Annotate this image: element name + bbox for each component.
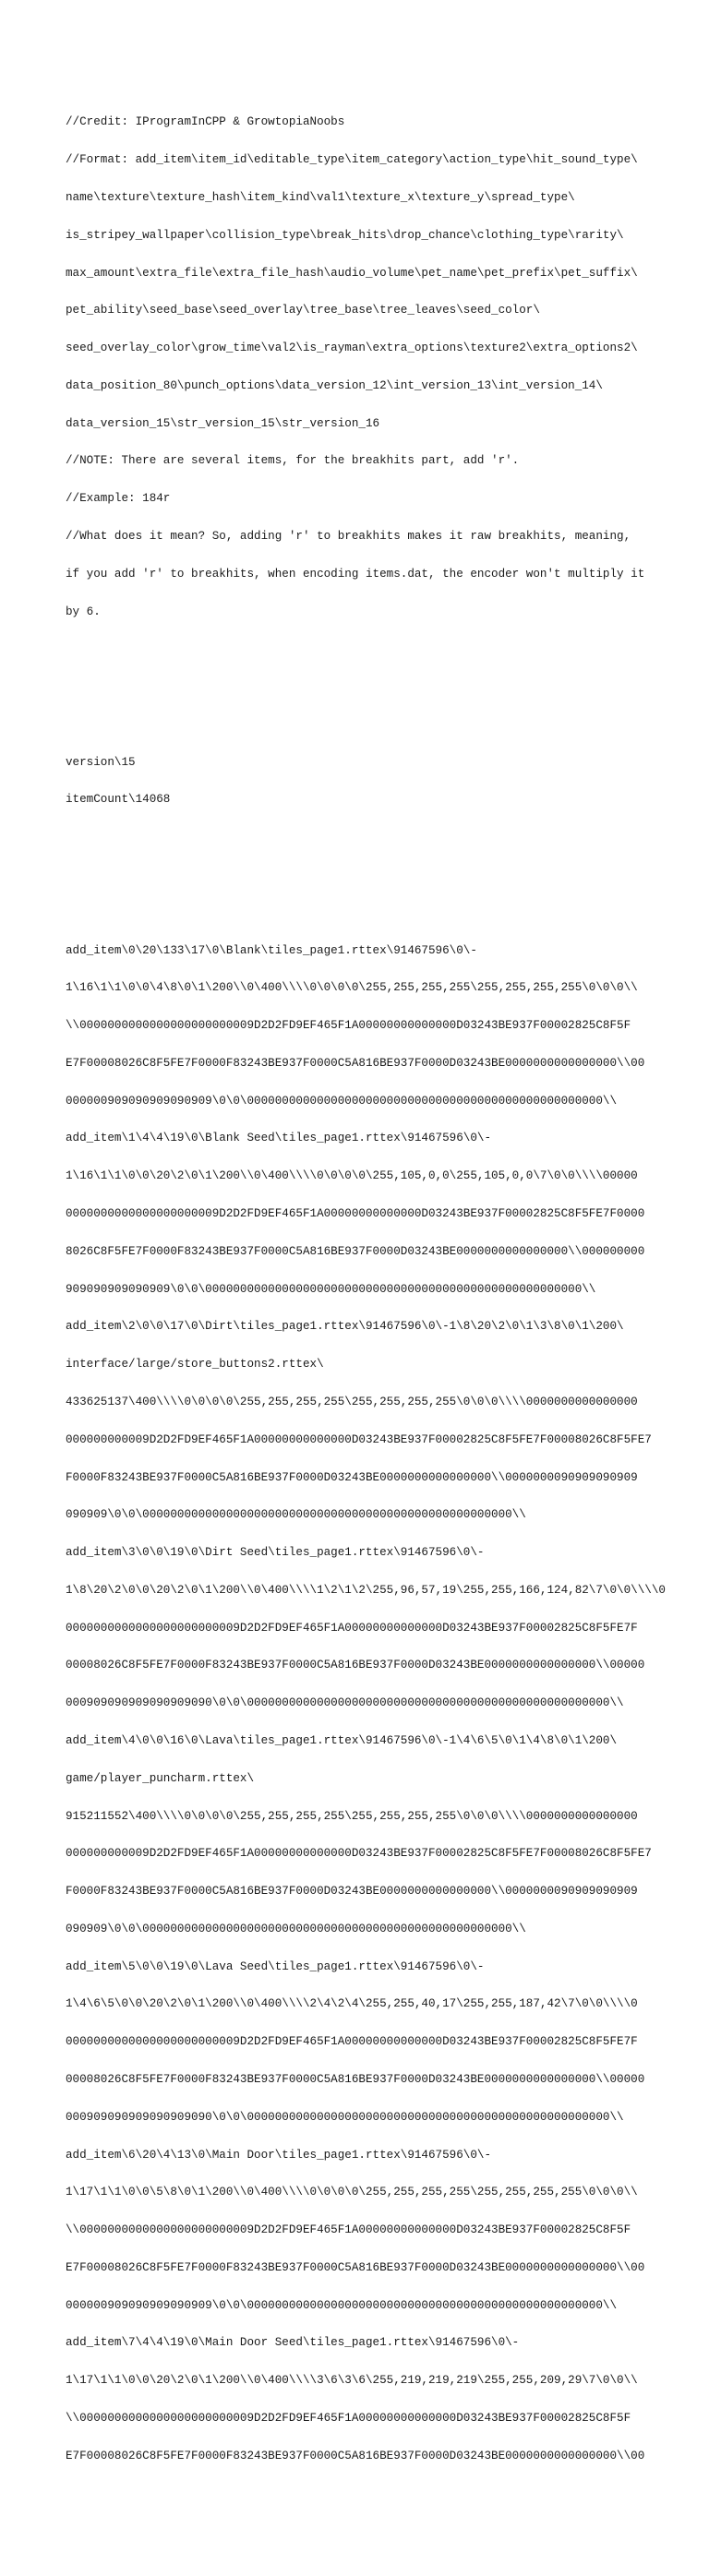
- comment-line: data_version_15\str_version_15\str_version_16: [66, 416, 380, 430]
- comment-line: if you add 'r' to breakhits, when encoding items.dat, the encoder won't multiply it: [66, 567, 645, 581]
- comment-line: //Format: add_item\item_id\editable_type\item_category\action_type\hit_sound_type\: [66, 153, 638, 167]
- item-line: [66, 2488, 647, 2501]
- item-line: 090909\0\0\00000000000000000000000000000000000000000000000000000\\: [66, 1508, 526, 1522]
- comment-line: pet_ability\seed_base\seed_overlay\tree_base\tree_leaves\seed_color\: [66, 304, 540, 318]
- comment-line: data_position_80\punch_options\data_version_12\int_version_13\int_version_14\: [66, 378, 603, 392]
- item-line: E7F00008026C8F5FE7F0000F83243BE937F0000C5A816BE937F0000D03243BE0000000000000000\\00: [66, 2260, 645, 2274]
- document-body: [66, 66, 666, 2576]
- item-line: add_item\4\0\0\16\0\Lava\tiles_page1.rttex\91467596\0\-1\4\6\5\0\1\4\8\0\1\200\: [66, 1733, 618, 1747]
- item-line: 1\4\6\5\0\0\20\2\0\1\200\\0\400\\\\2\4\2\4\255,255,40,17\255,255,187,42\7\0\0\\\\0: [66, 1997, 638, 2011]
- version-block: [66, 731, 647, 832]
- item-line: game/player_puncharm.rttex\: [66, 1771, 255, 1785]
- item-line: F0000F83243BE937F0000C5A816BE937F0000D03243BE0000000000000000\\0000000090909090909: [66, 1885, 638, 1899]
- item-line: 000000909090909090909\0\0\000000000000000000000000000000000000000000000000000\\: [66, 1094, 618, 1108]
- item-line: 00008026C8F5FE7F0000F83243BE937F0000C5A816BE937F0000D03243BE0000000000000000\\00000: [66, 1659, 645, 1672]
- item-line: add_item\3\0\0\19\0\Dirt Seed\tiles_page1.rttex\91467596\0\-: [66, 1546, 485, 1560]
- header-comment-block: [66, 91, 647, 643]
- blank-line: [66, 681, 647, 694]
- item-line: [66, 2525, 647, 2538]
- item-line: 0000000000000000000000009D2D2FD9EF465F1A00000000000000D03243BE937F00002825C8F5FE7F: [66, 2035, 638, 2049]
- item-line: 0000000000000000000000009D2D2FD9EF465F1A00000000000000D03243BE937F00002825C8F5FE7F: [66, 1621, 638, 1635]
- comment-line: name\texture\texture_hash\item_kind\val1\texture_x\texture_y\spread_type\: [66, 190, 575, 204]
- item-definitions-block: [66, 919, 666, 2563]
- item-line: 1\17\1\1\0\0\20\2\0\1\200\\0\400\\\\3\6\3\6\255,219,219,219\255,255,209,29\7\0\0\\: [66, 2374, 638, 2388]
- item-line: 0000000000000000000009D2D2FD9EF465F1A00000000000000D03243BE937F00002825C8F5FE7F0000: [66, 1207, 645, 1221]
- item-line: add_item\5\0\0\19\0\Lava Seed\tiles_page1.rttex\91467596\0\-: [66, 1959, 485, 1973]
- item-line: 1\16\1\1\0\0\4\8\0\1\200\\0\400\\\\0\0\0\0\255,255,255,255\255,255,255,255\0\0\0\\: [66, 981, 638, 995]
- item-line: \\0000000000000000000000009D2D2FD9EF465F1A00000000000000D03243BE937F00002825C8F5F: [66, 1019, 631, 1033]
- item-line: add_item\6\20\4\13\0\Main Door\tiles_page1.rttex\91467596\0\-: [66, 2148, 492, 2162]
- comment-line: //NOTE: There are several items, for the breakhits part, add 'r'.: [66, 454, 520, 468]
- item-line: 433625137\400\\\\0\0\0\0\255,255,255,255\255,255,255,255\0\0\0\\\\0000000000000000: [66, 1395, 638, 1408]
- item-line: 000909090909090909090\0\0\0000000000000000000000000000000000000000000000000000\\: [66, 1696, 624, 1710]
- item-line: add_item\2\0\0\17\0\Dirt\tiles_page1.rttex\91467596\0\-1\8\20\2\0\1\3\8\0\1\200\: [66, 1320, 624, 1334]
- item-line: 1\17\1\1\0\0\5\8\0\1\200\\0\400\\\\0\0\0\0\255,255,255,255\255,255,255,255\0\0\0\\: [66, 2186, 638, 2199]
- blank-line: [66, 869, 647, 882]
- item-line: 000000000009D2D2FD9EF465F1A00000000000000D03243BE937F00002825C8F5FE7F00008026C8F5FE7: [66, 1847, 652, 1861]
- comment-line: max_amount\extra_file\extra_file_hash\audio_volume\pet_name\pet_prefix\pet_suffix\: [66, 266, 638, 280]
- item-line: 000000000009D2D2FD9EF465F1A00000000000000D03243BE937F00002825C8F5FE7F00008026C8F5FE7: [66, 1432, 652, 1446]
- item-line: F0000F83243BE937F0000C5A816BE937F0000D03243BE0000000000000000\\0000000090909090909: [66, 1470, 638, 1484]
- item-line: add_item\7\4\4\19\0\Main Door Seed\tiles_page1.rttex\91467596\0\-: [66, 2336, 520, 2350]
- item-line: E7F00008026C8F5FE7F0000F83243BE937F0000C5A816BE937F0000D03243BE0000000000000000\\00: [66, 1056, 645, 1070]
- comment-line: is_stripey_wallpaper\collision_type\break_hits\drop_chance\clothing_type\rarity\: [66, 228, 624, 242]
- item-line: 909090909090909\0\0\000000000000000000000000000000000000000000000000000000\\: [66, 1282, 596, 1296]
- comment-line: //Example: 184r: [66, 492, 171, 506]
- comment-line: //Credit: IProgramInCPP & GrowtopiaNoobs: [66, 115, 345, 129]
- version-line: version\15: [66, 755, 136, 769]
- item-line: \\0000000000000000000000009D2D2FD9EF465F1A00000000000000D03243BE937F00002825C8F5F: [66, 2223, 631, 2237]
- item-line: 915211552\400\\\\0\0\0\0\255,255,255,255\255,255,255,255\0\0\0\\\\0000000000000000: [66, 1809, 638, 1823]
- comment-line: by 6.: [66, 605, 101, 618]
- item-line: add_item\1\4\4\19\0\Blank Seed\tiles_page1.rttex\91467596\0\-: [66, 1132, 492, 1145]
- item-line: \\0000000000000000000000009D2D2FD9EF465F1A00000000000000D03243BE937F00002825C8F5F: [66, 2412, 631, 2426]
- item-line: 00008026C8F5FE7F0000F83243BE937F0000C5A816BE937F0000D03243BE0000000000000000\\00000: [66, 2073, 645, 2086]
- item-line: 1\8\20\2\0\0\20\2\0\1\200\\0\400\\\\1\2\1\2\255,96,57,19\255,255,166,124,82\7\0\0\\\\0: [66, 1583, 666, 1597]
- item-count-line: itemCount\14068: [66, 793, 171, 807]
- item-line: 090909\0\0\00000000000000000000000000000000000000000000000000000\\: [66, 1922, 526, 1935]
- comment-line: seed_overlay_color\grow_time\val2\is_rayman\extra_options\texture2\extra_options2\: [66, 341, 638, 355]
- item-line: 000000909090909090909\0\0\000000000000000000000000000000000000000000000000000\\: [66, 2298, 618, 2312]
- item-line: 8026C8F5FE7F0000F83243BE937F0000C5A816BE937F0000D03243BE0000000000000000\\000000000: [66, 1244, 645, 1258]
- item-line: interface/large/store_buttons2.rttex\: [66, 1358, 324, 1372]
- item-line: 000909090909090909090\0\0\0000000000000000000000000000000000000000000000000000\\: [66, 2110, 624, 2124]
- item-line: add_item\0\20\133\17\0\Blank\tiles_page1.rttex\91467596\0\-: [66, 943, 477, 957]
- item-line: E7F00008026C8F5FE7F0000F83243BE937F0000C5A816BE937F0000D03243BE0000000000000000\\00: [66, 2449, 645, 2462]
- item-line: 1\16\1\1\0\0\20\2\0\1\200\\0\400\\\\0\0\0\0\255,105,0,0\255,105,0,0\7\0\0\\\\00000: [66, 1169, 638, 1183]
- comment-line: //What does it mean? So, adding 'r' to breakhits makes it raw breakhits, meaning,: [66, 529, 631, 543]
